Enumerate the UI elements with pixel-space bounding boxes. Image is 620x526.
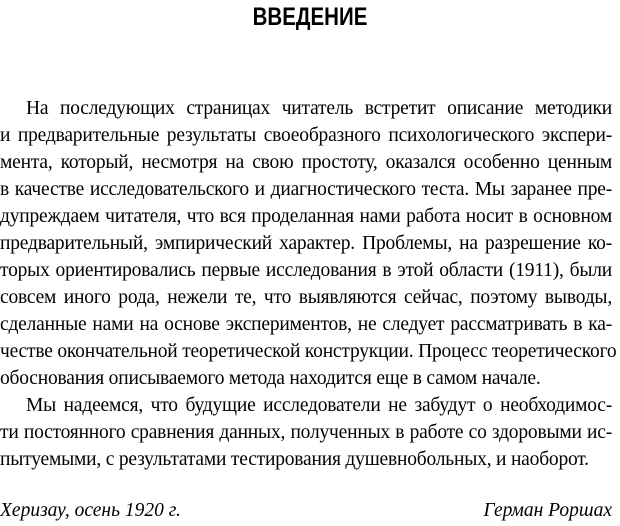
text-line: сделанные нами на основе экспериментов, не следует рассматривать в ка- (0, 314, 612, 335)
place-date: Херизау, осень 1920 г. (0, 500, 181, 521)
page-title: ВВЕДЕНИЕ (252, 3, 368, 31)
text-line: На последующих страницах читатель встретит описание методики (26, 98, 612, 119)
paragraph-1 (0, 95, 617, 392)
text-line: торых ориентировались первые исследования в этой области (1911), были (0, 260, 612, 281)
author-name: Герман Роршах (483, 500, 612, 521)
body-text (0, 95, 617, 473)
text-line: обоснования описываемого метода находится еще в самом начале. (0, 368, 541, 389)
text-line: мента, который, несмотря на свою простоту, оказался особенно ценным (0, 152, 612, 173)
text-line: в качестве исследовательского и диагностического теста. Мы заранее пре- (0, 179, 612, 200)
text-line: Мы надеемся, что будущие исследователи не забудут о необходимос- (26, 395, 612, 416)
text-line: и предварительные результаты своеобразного психологического экспери- (0, 125, 612, 146)
text-line: пытуемыми, с результатами тестирования душевнобольных, и наоборот. (0, 449, 589, 470)
text-line: предварительный, эмпирический характер. Проблемы, на разрешение ко- (0, 233, 612, 254)
text-line: честве окончательной теоретической конструкции. Процесс теоретического (0, 341, 617, 362)
text-line: дупреждаем читателя, что вся проделанная нами работа носит в основном (0, 206, 612, 227)
text-line: совсем иного рода, нежели те, что выявляются сейчас, поэтому выводы, (0, 287, 612, 308)
signature-footer (0, 497, 612, 524)
paragraph-2 (0, 392, 612, 473)
text-line: ти постоянного сравнения данных, полученных в работе со здоровыми ис- (0, 422, 612, 443)
